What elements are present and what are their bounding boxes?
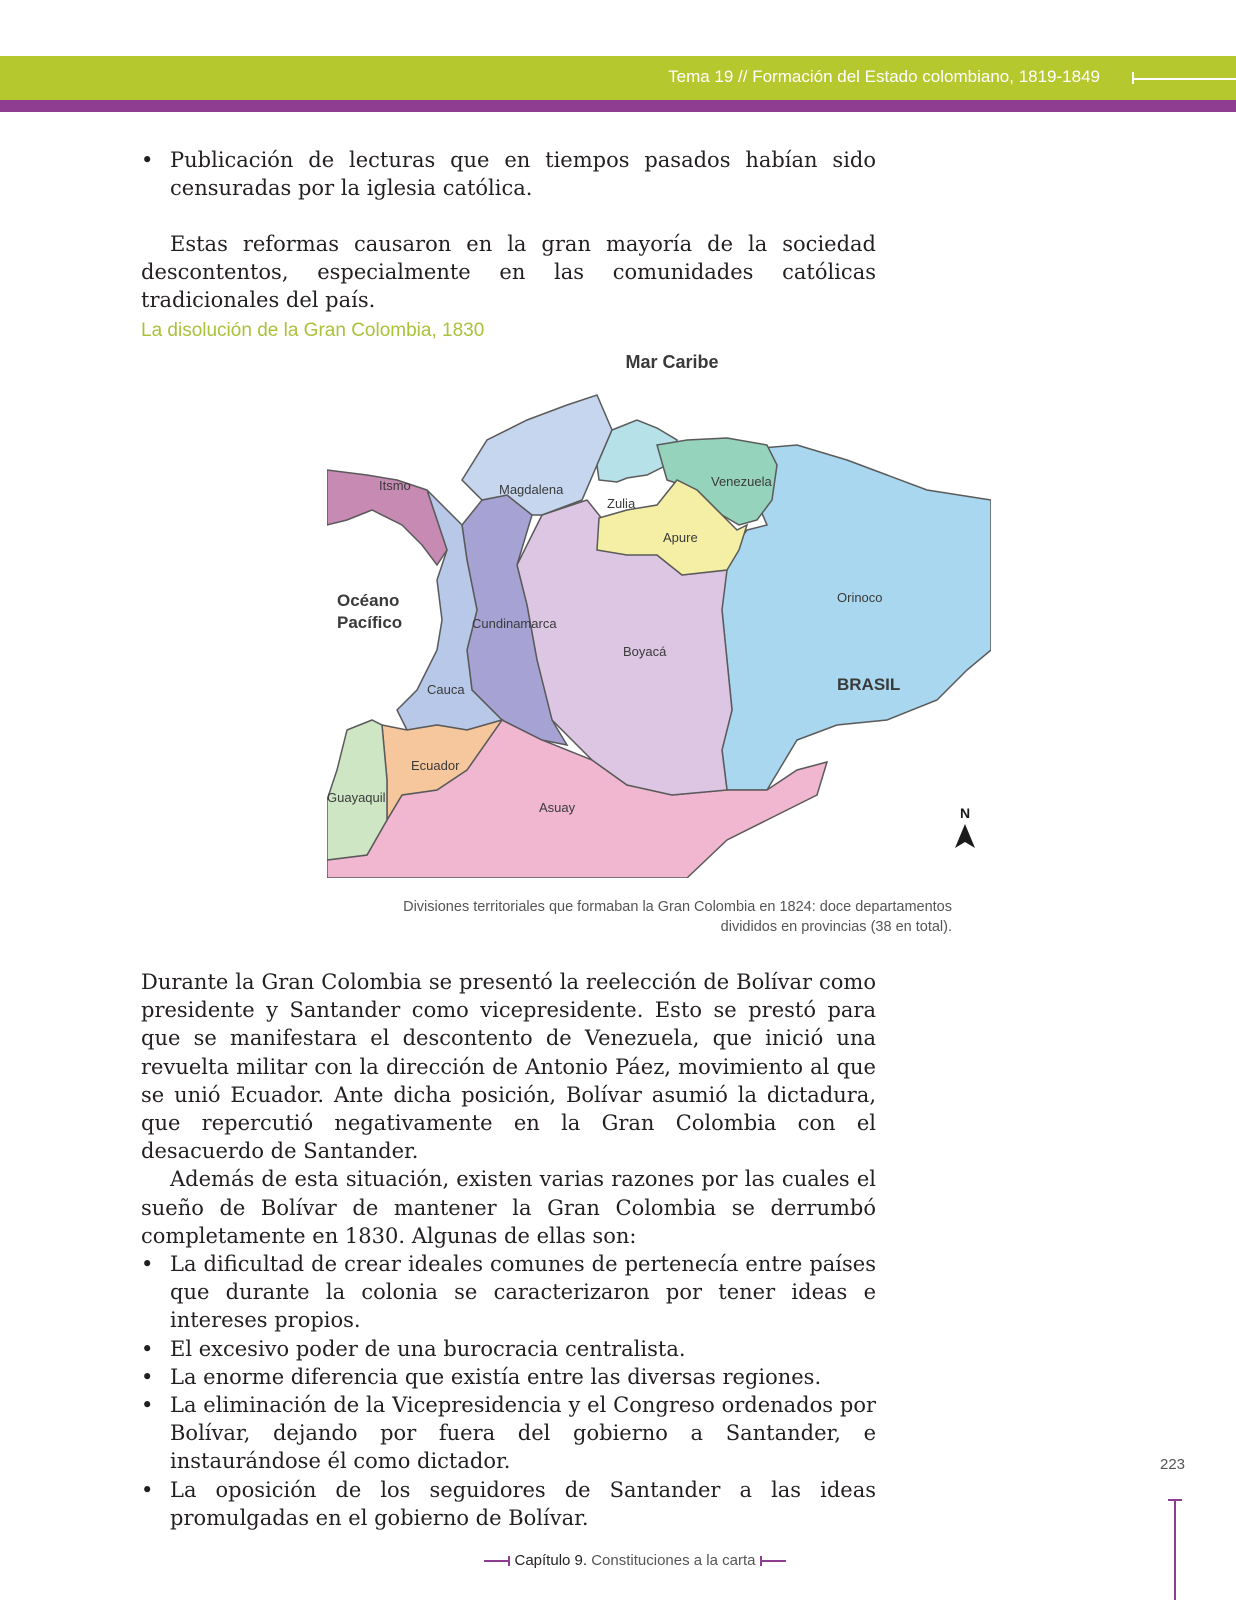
label-zulia: Zulia <box>607 496 636 511</box>
label-brasil: BRASIL <box>837 675 901 694</box>
header-rule <box>1134 78 1236 80</box>
label-venezuela: Venezuela <box>711 474 772 489</box>
label-itsmo: Itsmo <box>379 478 411 493</box>
label-asuay: Asuay <box>539 800 576 815</box>
page-number: 223 <box>1160 1456 1186 1473</box>
section-heading: La disolución de la Gran Colombia, 1830 <box>141 320 485 341</box>
list-item: • La dificultad de crear ideales comunes de pertenecía entre países que durante la colonia se caracterizaron por tener ideas e intereses propios. <box>141 1250 876 1335</box>
label-orinoco: Orinoco <box>837 590 883 605</box>
label-pacifico: Pacífico <box>337 613 403 632</box>
list-item: • Publicación de lecturas que en tiempos pasados habían sido censuradas por la iglesia católica. <box>141 146 876 202</box>
header-accent-stripe <box>0 100 1236 112</box>
map-caption-line1: Divisiones territoriales que formaban la Gran Colombia en 1824: doce departamentos <box>403 899 952 915</box>
label-apure: Apure <box>663 530 698 545</box>
label-magdalena: Magdalena <box>499 482 564 497</box>
list-item: • El excesivo poder de una burocracia centralista. <box>141 1335 876 1363</box>
intro-bullet-list <box>141 146 876 202</box>
running-header-title: Tema 19 // Formación del Estado colombiano, 1819-1849 <box>668 67 1100 86</box>
label-mar-caribe: Mar Caribe <box>625 352 719 372</box>
north-label: N <box>959 805 971 821</box>
list-item: • La enorme diferencia que existía entre las diversas regiones. <box>141 1363 876 1391</box>
label-guayaquil: Guayaquil <box>327 790 386 805</box>
intro-paragraph-block <box>141 230 876 315</box>
footer-chapter-title: Constituciones a la carta <box>591 1552 756 1569</box>
reasons-list <box>141 1250 876 1532</box>
gran-colombia-map <box>327 350 991 878</box>
label-cauca: Cauca <box>427 682 465 697</box>
label-oceano: Océano <box>337 591 400 610</box>
paragraph-dissolution-reasons: Además de esta situación, existen varias razones por las cuales el sueño de Bolívar de mantener la Gran Colombia se derrumbó completamente en 1830. Algunas de ellas son: <box>141 1167 876 1248</box>
map-caption-line2: divididos en provincias (38 en total). <box>720 919 952 935</box>
paragraph-bolivar-reelection: Durante la Gran Colombia se presentó la reelección de Bolívar como presidente y Santander como vicepresidente. Esto se prestó para que se manifestara el descontento de Venezuela, que inició una revuelta militar con la dirección de Antonio Páez, movimiento al que se unió Ecuador. Ante dicha posición, Bolívar asumió la dictadura, que repercutió negativamente en la Gran Colombia con el desacuerdo de Santander. <box>141 970 876 1164</box>
list-item: • La oposición de los seguidores de Santander a las ideas promulgadas en el gobierno de Bolívar. <box>141 1476 876 1532</box>
running-footer <box>470 1552 800 1569</box>
list-item: • La eliminación de la Vicepresidencia y el Congreso ordenados por Bolívar, dejando por fuera del gobierno a Santander, e instaurándose él como dictador. <box>141 1391 876 1476</box>
main-text-block <box>141 968 876 1250</box>
label-ecuador: Ecuador <box>411 758 460 773</box>
label-cundinamarca: Cundinamarca <box>472 616 557 631</box>
intro-paragraph: Estas reformas causaron en la gran mayoría de la sociedad descontentos, especialmente en las comunidades católicas tradicionales del país. <box>141 232 876 313</box>
footer-chapter: Capítulo 9. <box>514 1552 588 1569</box>
footer-dash-right <box>760 1560 786 1562</box>
side-rule <box>1174 1500 1176 1600</box>
footer-dash-left <box>484 1560 510 1562</box>
map-caption <box>360 897 952 937</box>
reasons-list-block <box>141 1250 876 1532</box>
label-boyaca: Boyacá <box>623 644 667 659</box>
